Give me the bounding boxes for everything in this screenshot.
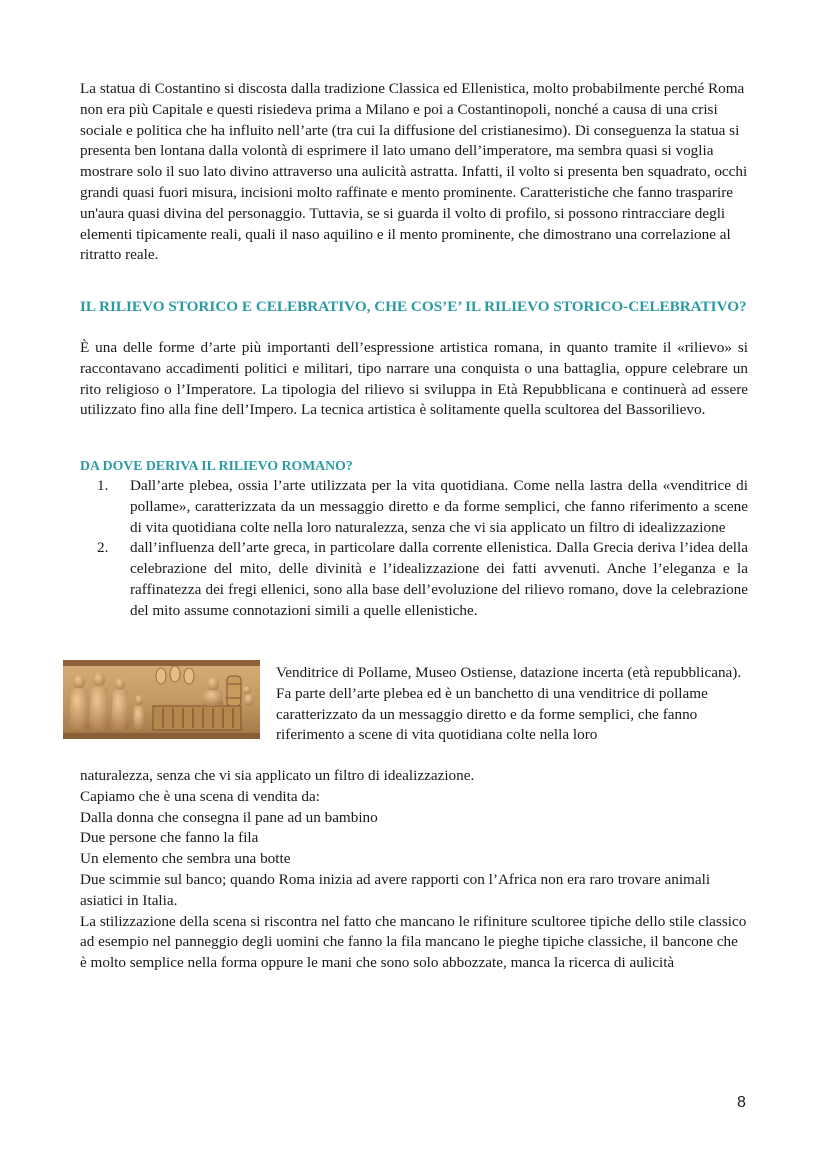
list-item-number: 2.	[97, 539, 109, 557]
analysis-line: naturalezza, senza che vi sia applicato un filtro di idealizzazione.	[80, 767, 475, 784]
analysis-line: Due persone che fanno la fila	[80, 829, 259, 847]
list-item-text: Dall’arte plebea, ossia l’arte utilizzata per la vita quotidiana. Come nella lastra della «venditrice di pollame», caratterizzata da un messaggio diretto e da forme semplici, che fanno riferimento a scene di vita quotidiana colte nella loro naturalezza, senza che vi sia applicato un filtro di idealizzazione	[130, 477, 748, 536]
caption-text: Fa parte dell’arte plebea ed è un banchetto di una venditrice di pollame caratterizzato da un messaggio diretto e da forme semplici, che fanno riferimento a scene di vita quotidiana colte nella loro	[276, 684, 708, 744]
analysis-line: Capiamo che è una scena di vendita da:	[80, 787, 320, 805]
page-number: 8	[737, 1094, 746, 1111]
list-item-number: 1.	[97, 477, 109, 494]
analysis-line: La stilizzazione della scena si riscontra nel fatto che mancano le rifiniture scultoree tipiche dello stile classico ad esempio nel panneggio degli uomini che fanno la fila mancano le pieghe tipiche classiche, il bancone che è molto semplice nella forma oppure le mani che sono solo abbozzate, manca la ricerca di aulicità	[80, 912, 747, 972]
analysis-line: Un elemento che sembra una botte	[80, 850, 291, 868]
analysis-line: Due scimmie sul banco; quando Roma inizia ad avere rapporti con l’Africa non era raro trovare animali asiatici in Italia.	[80, 870, 711, 909]
list-item-text: dall’influenza dell’arte greca, in particolare dalla corrente ellenistica. Dalla Grecia deriva l’idea della celebrazione del mito, delle divinità e l’idealizzazione dei fatti avvenuti. Anche l’eleganza e la raffinatezza dei fregi ellenici, sono alla base dell’evoluzione del rilievo romano, dove la celebrazione del mito assume connotazioni simili a quelle ellenistiche.	[130, 539, 748, 619]
section-heading-origine: DA DOVE DERIVA IL RILIEVO ROMANO?	[80, 458, 353, 473]
caption-title: Venditrice di Pollame, Museo Ostiense, datazione incerta (età repubblicana).	[276, 664, 742, 681]
section-heading-rilievo: IL RILIEVO STORICO E CELEBRATIVO, CHE COS’E’ IL RILIEVO STORICO-CELEBRATIVO?	[80, 298, 747, 315]
list-item	[80, 476, 748, 538]
section-body-rilievo: È una delle forme d’arte più importanti dell’espressione artistica romana, in quanto tramite il «rilievo» si raccontavano accadimenti politici e militari, tipo narrare una conquista o una battaglia, oppure celebrare un rito religioso o l’Imperatore. La tipologia del rilievo si sviluppa in Età Repubblicana e continuerà ad essere utilizzato fino alla fine dell’Impero. La tecnica artistica è solitamente quella scultorea del Bassorilievo.	[80, 339, 748, 419]
list-item	[80, 538, 748, 621]
analysis-line: Dalla donna che consegna il pane ad un bambino	[80, 808, 378, 826]
figure-analysis	[80, 766, 748, 974]
figure-caption	[276, 663, 746, 746]
relief-image-venditrice	[63, 660, 260, 739]
origin-list	[80, 476, 748, 622]
intro-paragraph: La statua di Costantino si discosta dalla tradizione Classica ed Ellenistica, molto probabilmente perché Roma non era più Capitale e questi risiedeva prima a Milano e poi a Costantinopoli, nonché a causa di una crisi sociale e politica che ha influito nell’arte (tra cui la diffusione del cristianesimo). Di conseguenza la statua si presenta ben lontana dalla volontà di esprimere il lato umano dell’imperatore, ma sembra quasi si voglia mostrare solo il suo lato divino attraverso una aulicità astratta. Infatti, il volto si presenta ben squadrato, occhi grandi quasi fuori misura, incisioni molto raffinate e mento prominente. Caratteristiche che fanno trasparire un'aura quasi divina del personaggio. Tuttavia, se si guarda il volto di profilo, si possono rintracciare degli elementi tipicamente reali, quali il naso aquilino e il mento prominente, che dimostrano una correlazione al ritratto reale.	[80, 80, 748, 264]
